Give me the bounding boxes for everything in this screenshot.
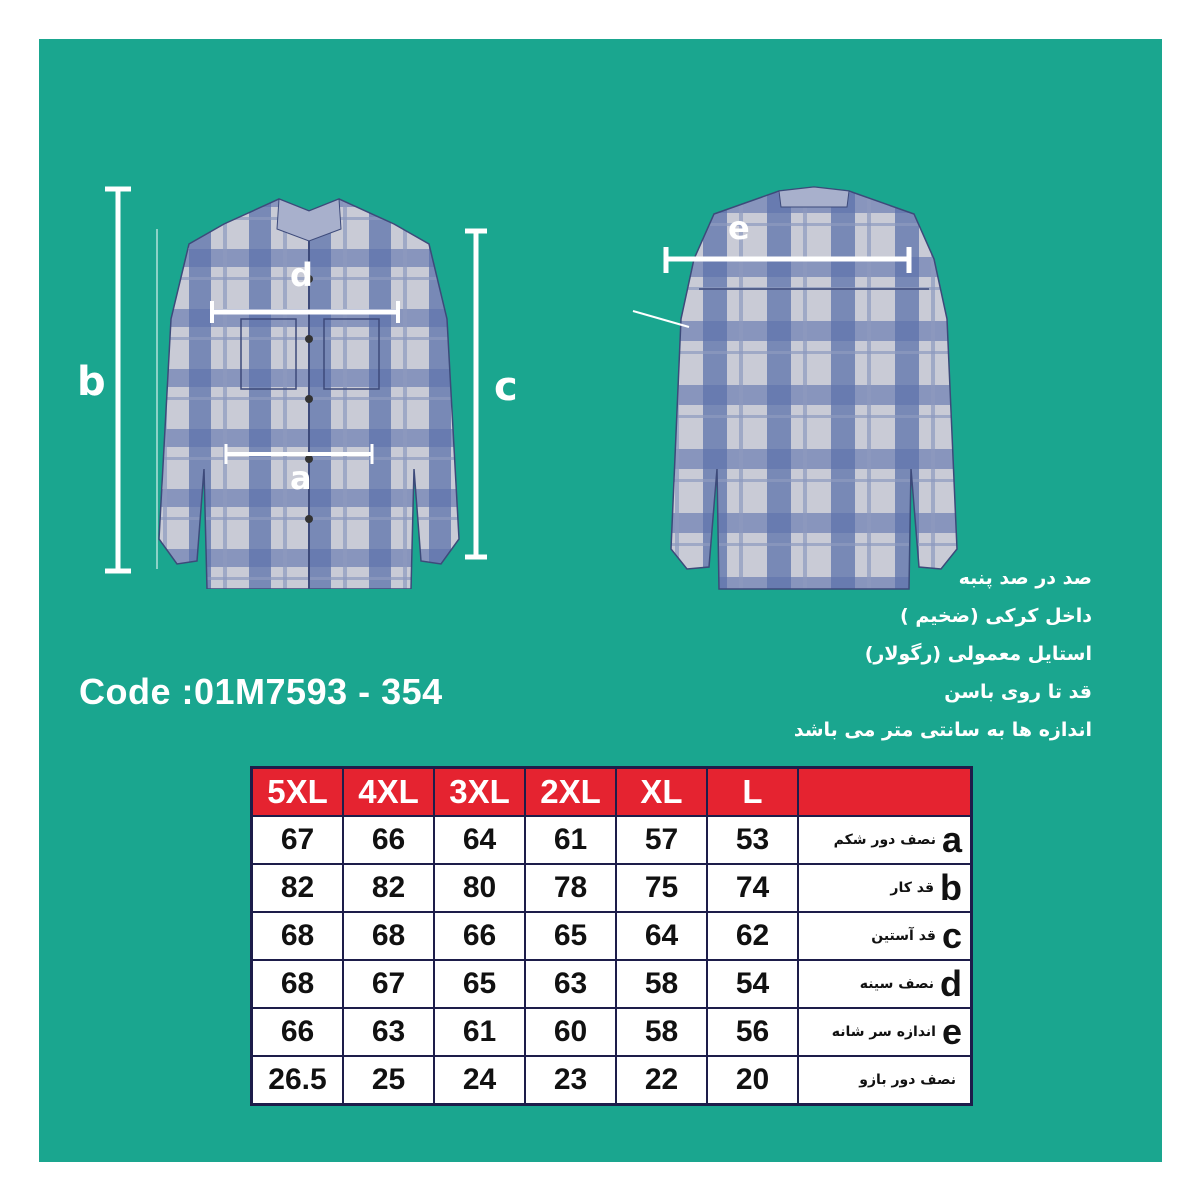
value-cell: 57 (616, 816, 707, 864)
label-d: d (290, 256, 313, 294)
value-cell: 58 (616, 960, 707, 1008)
table-row (252, 816, 972, 864)
value-cell: 62 (707, 912, 798, 960)
table-row (252, 912, 972, 960)
note-line: اندازه ها به سانتی متر می باشد (793, 719, 1092, 741)
measure-label: نصف دور بازو (859, 1072, 956, 1088)
measure-label-cell (798, 912, 972, 960)
table-row (252, 960, 972, 1008)
measure-letter: d (940, 963, 962, 1004)
size-header: 2XL (525, 768, 616, 817)
value-cell: 68 (343, 912, 434, 960)
value-cell: 75 (616, 864, 707, 912)
measure-label: قد آستین (871, 928, 936, 944)
measure-label: قد کار (890, 880, 934, 896)
value-cell: 23 (525, 1056, 616, 1105)
product-code: Code :01M7593 - 354 (79, 671, 443, 712)
table-row (252, 864, 972, 912)
background-panel (39, 39, 1162, 1162)
note-line: صد در صد پنبه (958, 567, 1092, 589)
measure-label-cell (798, 1056, 972, 1105)
value-cell: 78 (525, 864, 616, 912)
value-cell: 67 (252, 816, 344, 864)
measure-label: اندازه سر شانه (831, 1024, 936, 1040)
size-header: 5XL (252, 768, 344, 817)
value-cell: 63 (525, 960, 616, 1008)
note-line: استایل معمولی (رگولار) (864, 643, 1092, 665)
table-row (252, 1056, 972, 1105)
measure-label-cell (798, 864, 972, 912)
size-header: 3XL (434, 768, 525, 817)
size-header: XL (616, 768, 707, 817)
value-cell: 65 (525, 912, 616, 960)
value-cell: 82 (343, 864, 434, 912)
value-cell: 26.5 (252, 1056, 344, 1105)
value-cell: 80 (434, 864, 525, 912)
value-cell: 66 (434, 912, 525, 960)
value-cell: 61 (525, 816, 616, 864)
label-a: a (290, 459, 312, 497)
value-cell: 67 (343, 960, 434, 1008)
value-cell: 66 (252, 1008, 344, 1056)
value-cell: 54 (707, 960, 798, 1008)
value-cell: 58 (616, 1008, 707, 1056)
measure-label-cell (798, 960, 972, 1008)
value-cell: 20 (707, 1056, 798, 1105)
size-header: 4XL (343, 768, 434, 817)
note-line: داخل کرکی (ضخیم ) (900, 605, 1092, 627)
size-table (250, 766, 973, 1106)
label-e: e (728, 209, 750, 247)
front-measure-lines (99, 179, 529, 579)
value-cell: 64 (434, 816, 525, 864)
value-cell: 65 (434, 960, 525, 1008)
value-cell: 64 (616, 912, 707, 960)
value-cell: 74 (707, 864, 798, 912)
value-cell: 68 (252, 912, 344, 960)
value-cell: 68 (252, 960, 344, 1008)
note-line: قد تا روی باسن (944, 681, 1092, 703)
measure-label-cell (798, 816, 972, 864)
value-cell: 53 (707, 816, 798, 864)
value-cell: 61 (434, 1008, 525, 1056)
table-row (252, 1008, 972, 1056)
value-cell: 24 (434, 1056, 525, 1105)
product-notes (712, 559, 1092, 749)
value-cell: 82 (252, 864, 344, 912)
value-cell: 63 (343, 1008, 434, 1056)
value-cell: 66 (343, 816, 434, 864)
size-header-row (252, 768, 972, 817)
size-header: L (707, 768, 798, 817)
value-cell: 56 (707, 1008, 798, 1056)
label-b: b (77, 359, 106, 405)
measure-letter: e (941, 1011, 962, 1052)
label-c: c (494, 364, 518, 410)
measure-header (798, 768, 972, 817)
measure-label: نصف سینه (859, 976, 934, 992)
value-cell: 22 (616, 1056, 707, 1105)
measure-letter: b (940, 867, 962, 908)
measure-letter: c (941, 915, 962, 956)
back-measure-lines (619, 209, 959, 349)
value-cell: 60 (525, 1008, 616, 1056)
value-cell: 25 (343, 1056, 434, 1105)
measure-label-cell (798, 1008, 972, 1056)
measure-label: نصف دور شکم (833, 832, 936, 848)
measure-letter: a (941, 819, 962, 860)
